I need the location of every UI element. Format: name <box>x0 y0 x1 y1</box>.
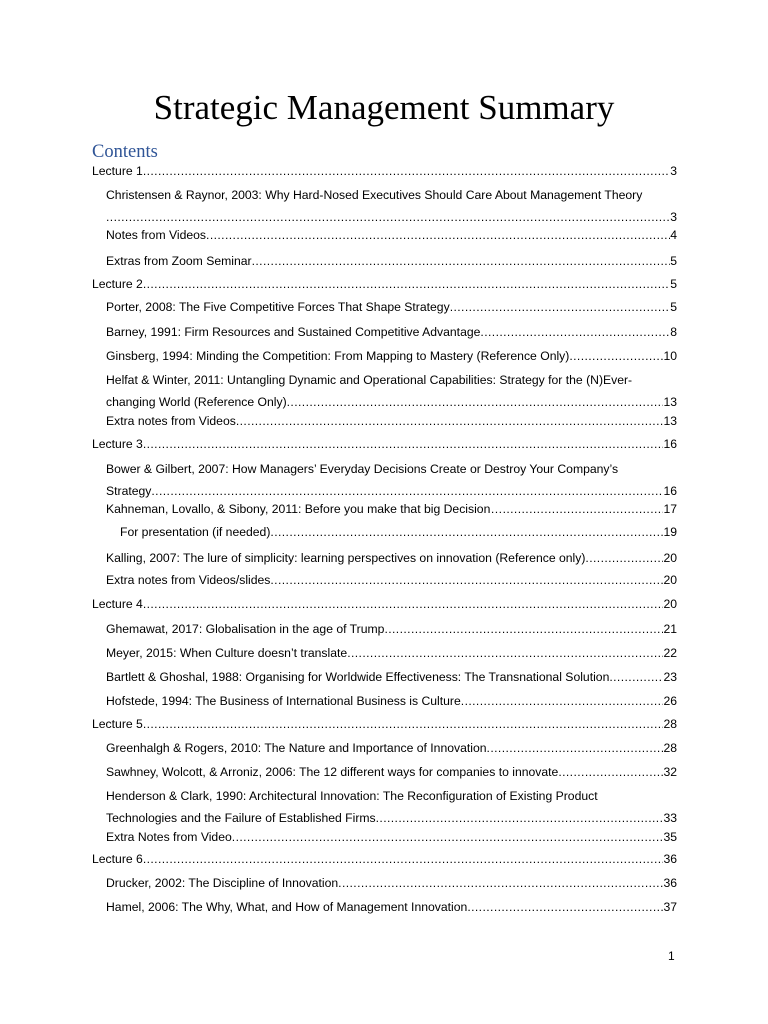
toc-page-number: 20 <box>663 551 677 565</box>
toc-dot-leader <box>558 762 663 782</box>
toc-entry-title: Lecture 3 <box>92 437 143 451</box>
toc-page-number: 33 <box>663 811 677 825</box>
toc-page-number: 4 <box>670 228 677 242</box>
toc-dot-leader <box>467 897 663 917</box>
toc-entry-title: Notes from Videos <box>106 228 207 242</box>
toc-lecture-entry[interactable] <box>92 594 677 614</box>
toc-dot-leader <box>106 207 670 227</box>
toc-entry-title: Greenhalgh & Rogers, 2010: The Nature and Importance of Innovation <box>106 741 487 755</box>
toc-dot-leader <box>151 481 663 501</box>
toc-page-number: 36 <box>663 852 677 866</box>
toc-dot-leader <box>143 714 664 734</box>
toc-entry[interactable] <box>106 897 677 917</box>
toc-page-number: 20 <box>663 573 677 587</box>
toc-page-number: 5 <box>670 300 677 314</box>
toc-entry-title: Bower & Gilbert, 2007: How Managers’ Everyday Decisions Create or Destroy Your Company’s <box>106 462 619 476</box>
toc-entry-title: Kahneman, Lovallo, & Sibony, 2011: Before you make that big Decision… <box>106 502 503 516</box>
toc-entry-title: Drucker, 2002: The Discipline of Innovation <box>106 876 339 890</box>
toc-entry[interactable] <box>106 548 677 568</box>
toc-entry[interactable] <box>106 297 677 317</box>
toc-page-number: 17 <box>663 502 677 516</box>
toc-dot-leader <box>287 392 664 412</box>
toc-entry-title: Meyer, 2015: When Culture doesn’t translate <box>106 646 348 660</box>
toc-entry-title-continued: Technologies and the Failure of Established Firms <box>106 811 376 825</box>
toc-page-number: 13 <box>663 414 677 428</box>
toc-entry[interactable] <box>106 762 677 782</box>
toc-page-number: 8 <box>670 325 677 339</box>
toc-dot-leader <box>569 346 663 366</box>
toc-dot-leader <box>236 411 664 431</box>
toc-page-number: 23 <box>663 670 677 684</box>
toc-dot-leader <box>347 643 663 663</box>
toc-lecture-entry[interactable] <box>92 849 677 869</box>
toc-page-number: 21 <box>663 622 677 636</box>
toc-page-number: 5 <box>670 254 677 268</box>
toc-entry-title: Hamel, 2006: The Why, What, and How of Management Innovation <box>106 900 468 914</box>
toc-dot-leader <box>609 667 663 687</box>
toc-page-number: 3 <box>670 210 677 224</box>
toc-entry-title: Lecture 6 <box>92 852 143 866</box>
toc-entry-title: For presentation (if needed) <box>120 525 271 539</box>
toc-entry-title: Lecture 1 <box>92 164 143 178</box>
toc-page-number: 16 <box>663 484 677 498</box>
toc-entry[interactable] <box>106 459 677 501</box>
toc-lecture-entry[interactable] <box>92 274 677 294</box>
toc-lecture-entry[interactable] <box>92 714 677 734</box>
toc-page-number: 3 <box>670 164 677 178</box>
toc-entry-title: Ginsberg, 1994: Minding the Competition: From Mapping to Mastery (Reference Only) <box>106 349 570 363</box>
toc-dot-leader <box>480 322 670 342</box>
toc-entry[interactable] <box>106 346 677 366</box>
toc-page-number: 35 <box>663 830 677 844</box>
toc-page-number: 37 <box>663 900 677 914</box>
toc-lecture-entry[interactable] <box>92 434 677 454</box>
toc-entry-title: Bartlett & Ghoshal, 1988: Organising for Worldwide Effectiveness: The Transnational Solution <box>106 670 610 684</box>
toc-dot-leader <box>232 827 664 847</box>
toc-dot-leader <box>252 251 671 271</box>
toc-entry[interactable] <box>106 322 677 342</box>
toc-page-number: 22 <box>663 646 677 660</box>
toc-entry-title: Ghemawat, 2017: Globalisation in the age of Trump <box>106 622 385 636</box>
toc-dot-leader <box>143 849 664 869</box>
toc-entry[interactable] <box>106 370 677 412</box>
toc-dot-leader <box>143 594 664 614</box>
toc-entry[interactable] <box>106 619 677 639</box>
toc-dot-leader <box>503 499 664 519</box>
toc-entry-title: Barney, 1991: Firm Resources and Sustained Competitive Advantage <box>106 325 481 339</box>
toc-page-number: 19 <box>663 525 677 539</box>
toc-dot-leader <box>206 225 670 245</box>
toc-dot-leader <box>143 274 670 294</box>
toc-dot-leader <box>461 691 664 711</box>
toc-entry-title: Hofstede, 1994: The Business of International Business is Culture <box>106 694 461 708</box>
toc-entry[interactable] <box>106 786 677 828</box>
toc-entry-title: Lecture 2 <box>92 277 143 291</box>
toc-entry[interactable] <box>120 522 677 542</box>
toc-lecture-entry[interactable] <box>92 161 677 181</box>
toc-page-number: 5 <box>670 277 677 291</box>
toc-entry[interactable] <box>106 738 677 758</box>
toc-entry-title-continued: Strategy <box>106 484 152 498</box>
toc-entry[interactable] <box>106 691 677 711</box>
toc-entry-title: Porter, 2008: The Five Competitive Forces That Shape Strategy <box>106 300 450 314</box>
toc-entry[interactable] <box>106 827 677 847</box>
toc-entry-title: Sawhney, Wolcott, & Arroniz, 2006: The 12 different ways for companies to innovate <box>106 765 559 779</box>
toc-page-number: 10 <box>663 349 677 363</box>
page-number: 1 <box>668 949 675 963</box>
toc-entry[interactable] <box>106 225 677 245</box>
toc-page-number: 32 <box>663 765 677 779</box>
toc-page-number: 28 <box>663 741 677 755</box>
toc-entry-title: Helfat & Winter, 2011: Untangling Dynamic and Operational Capabilities: Strategy for the (N)Ever- <box>106 373 633 387</box>
toc-entry[interactable] <box>106 667 677 687</box>
toc-dot-leader <box>143 161 670 181</box>
toc-dot-leader <box>487 738 664 758</box>
toc-entry[interactable] <box>106 570 677 590</box>
toc-dot-leader <box>585 548 663 568</box>
toc-entry[interactable] <box>106 185 677 227</box>
toc-entry-title: Extra notes from Videos <box>106 414 236 428</box>
toc-dot-leader <box>384 619 663 639</box>
toc-page-number: 28 <box>663 717 677 731</box>
toc-entry[interactable] <box>106 643 677 663</box>
toc-entry-title: Extras from Zoom Seminar <box>106 254 252 268</box>
document-title: Strategic Management Summary <box>153 88 615 127</box>
toc-dot-leader <box>450 297 671 317</box>
toc-entry-title: Christensen & Raynor, 2003: Why Hard-Nosed Executives Should Care About Management Theory <box>106 188 643 202</box>
toc-entry-title: Extra Notes from Video <box>106 830 232 844</box>
toc-page-number: 16 <box>663 437 677 451</box>
toc-page-number: 26 <box>663 694 677 708</box>
contents-heading: Contents <box>92 142 158 162</box>
toc-dot-leader <box>143 434 664 454</box>
toc-page-number: 20 <box>663 597 677 611</box>
toc-entry-title: Henderson & Clark, 1990: Architectural Innovation: The Reconfiguration of Existing Product <box>106 789 598 803</box>
toc-dot-leader <box>270 522 663 542</box>
toc-entry[interactable] <box>106 499 677 519</box>
toc-entry-title: Extra notes from Videos/slides <box>106 573 271 587</box>
toc-entry[interactable] <box>106 873 677 893</box>
toc-dot-leader <box>338 873 663 893</box>
toc-page-number: 13 <box>663 395 677 409</box>
toc-page-number: 36 <box>663 876 677 890</box>
toc-entry[interactable] <box>106 251 677 271</box>
toc-dot-leader <box>376 808 664 828</box>
toc-entry-title: Kalling, 2007: The lure of simplicity: learning perspectives on innovation (Reference only) <box>106 551 586 565</box>
toc-entry[interactable] <box>106 411 677 431</box>
toc-entry-title-continued: changing World (Reference Only) <box>106 395 287 409</box>
toc-dot-leader <box>270 570 663 590</box>
toc-entry-title: Lecture 5 <box>92 717 143 731</box>
toc-entry-title: Lecture 4 <box>92 597 143 611</box>
